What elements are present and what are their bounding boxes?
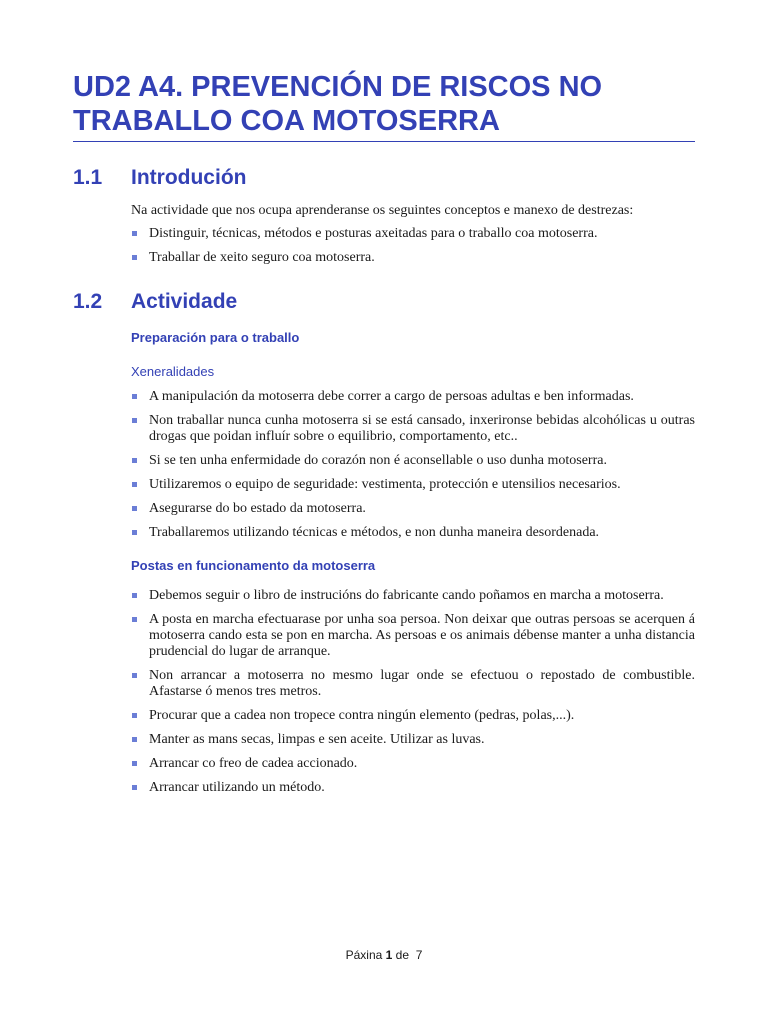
page-label: Páxina [345,948,383,962]
list-item: Arrancar utilizando un método. [131,780,695,796]
section-number: 1.1 [73,166,103,189]
square-bullet-icon [132,255,137,260]
list-item: Utilizaremos o equipo de seguridade: vestimenta, protección e utensilios necesarios. [131,477,695,493]
list-item: Asegurarse do bo estado da motoserra. [131,501,695,517]
subheading-xeneralidades: Xeneralidades [131,364,215,379]
square-bullet-icon [132,530,137,535]
list-item: A posta en marcha efectuarase por unha soa persoa. Non deixar que outras persoas se acerquen á motoserra cando esta se pon en marcha. As persoas e os animais débense manter a unha distancia prudencial do lugar de arranque. [131,612,695,660]
section-number: 1.2 [73,290,103,313]
list-item: Non arrancar a motoserra no mesmo lugar onde se efectuou o repostado de combustible. Afastarse ó menos tres metros. [131,668,695,700]
list-item: Traballar de xeito seguro coa motoserra. [131,250,695,266]
list-item: Debemos seguir o libro de instrucións do fabricante cando poñamos en marcha a motoserra. [131,588,695,604]
current-page-number: 1 [385,948,393,962]
list-item: Procurar que a cadea non tropece contra ningún elemento (pedras, polas,...). [131,708,695,724]
section-heading-introducion [73,166,695,190]
list-item: Distinguir, técnicas, métodos e posturas axeitadas para o traballo coa motoserra. [131,226,695,242]
list-item: Traballaremos utilizando técnicas e métodos, e non dunha maneira desordenada. [131,525,695,541]
square-bullet-icon [132,231,137,236]
section-heading-actividade [73,290,695,314]
square-bullet-icon [132,593,137,598]
square-bullet-icon [132,673,137,678]
list-item: Manter as mans secas, limpas e sen aceite. Utilizar as luvas. [131,732,695,748]
square-bullet-icon [132,785,137,790]
square-bullet-icon [132,394,137,399]
square-bullet-icon [132,617,137,622]
square-bullet-icon [132,482,137,487]
funcionamento-bullet-list [131,588,695,796]
of-label: de [395,948,410,962]
intro-bullet-list [131,226,695,266]
subheading-preparacion: Preparación para o traballo [131,330,300,345]
list-item: Arrancar co freo de cadea accionado. [131,756,695,772]
square-bullet-icon [132,761,137,766]
document-title: UD2 A4. PREVENCIÓN DE RISCOS NO TRABALLO COA MOTOSERRA [73,70,695,142]
section-title: Actividade [131,290,238,313]
subheading-postas-en-funcionamento: Postas en funcionamento da motoserra [131,558,376,573]
list-item: A manipulación da motoserra debe correr a cargo de persoas adultas e ben informadas. [131,389,695,405]
section-content-introducion [131,202,695,266]
square-bullet-icon [132,458,137,463]
total-pages: 7 [415,948,423,962]
page-footer [0,948,768,962]
square-bullet-icon [132,506,137,511]
square-bullet-icon [132,713,137,718]
list-item: Si se ten unha enfermidade do corazón non é aconsellable o uso dunha motoserra. [131,453,695,469]
square-bullet-icon [132,737,137,742]
section-content-actividade [131,330,695,796]
square-bullet-icon [132,418,137,423]
list-item: Non traballar nunca cunha motoserra si se está cansado, inxerironse bebidas alcohólicas u outras drogas que poidan influír sobre o equilibrio, comportamento, etc.. [131,413,695,445]
xeneralidades-bullet-list [131,389,695,541]
intro-paragraph: Na actividade que nos ocupa aprenderanse os seguintes conceptos e manexo de destrezas: [131,203,634,218]
section-title: Introdución [131,166,247,189]
document-page [73,70,695,796]
